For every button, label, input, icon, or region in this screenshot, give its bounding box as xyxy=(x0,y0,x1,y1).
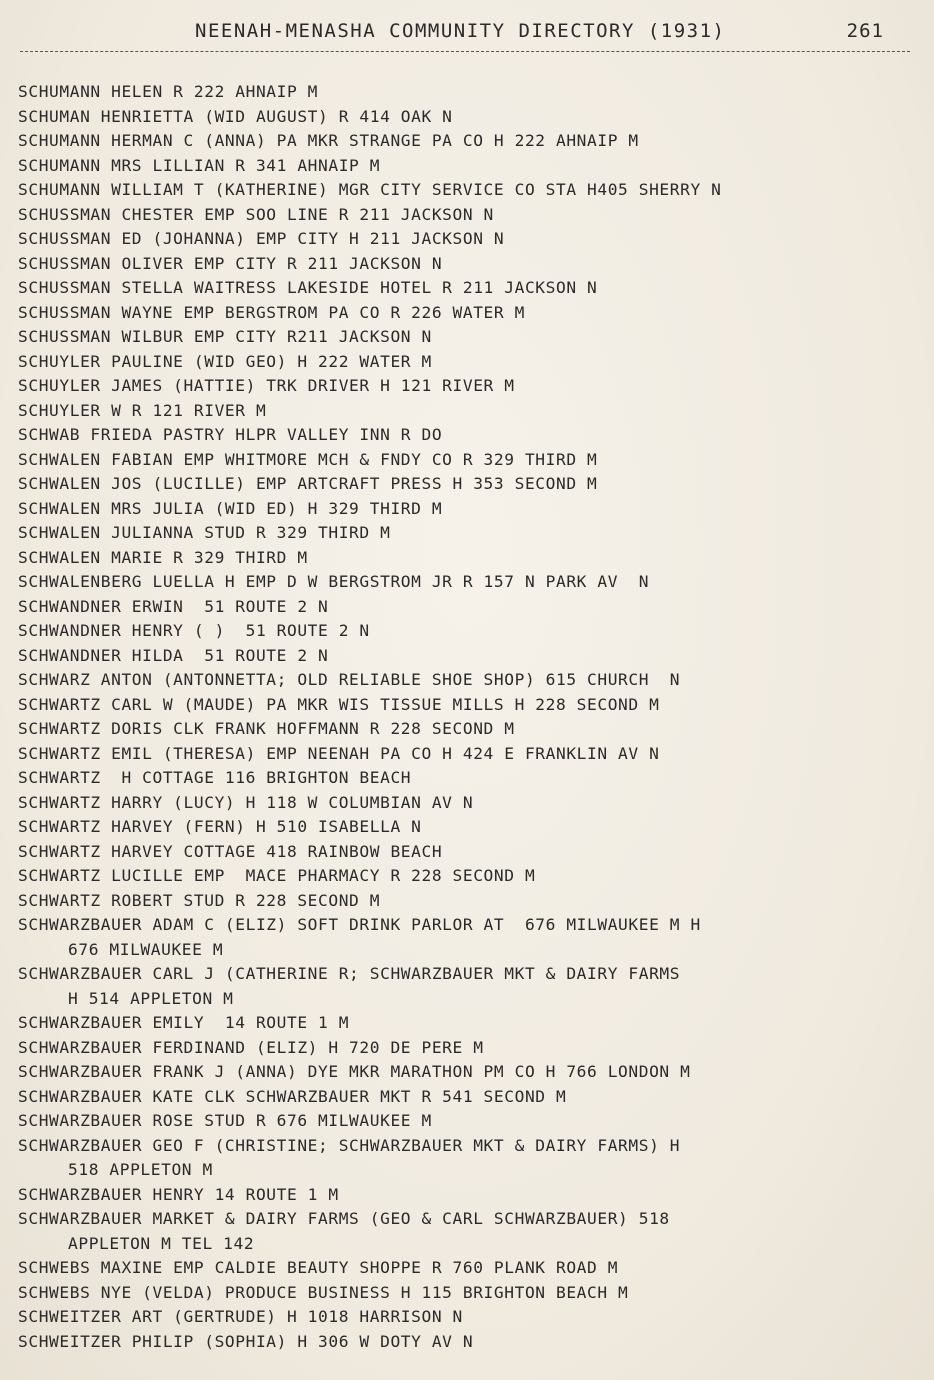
directory-entry: SCHWALEN MRS JULIA (WID ED) H 329 THIRD M xyxy=(18,498,443,518)
directory-entry: SCHWARTZ HARRY (LUCY) H 118 W COLUMBIAN AV N xyxy=(18,792,474,812)
directory-entry: SCHUSSMAN ED (JOHANNA) EMP CITY H 211 JACKSON N xyxy=(18,229,505,248)
directory-entry: SCHWALEN JOS (LUCILLE) EMP ARTCRAFT PRESS H 353 SECOND M xyxy=(18,474,598,493)
directory-entry: SCHWARZBAUER ADAM C (ELIZ) SOFT DRINK PARLOR AT 676 MILWAUKEE M H xyxy=(18,915,701,934)
directory-entry: SCHWARZBAUER KATE CLK SCHWARZBAUER MKT R 541 SECOND M xyxy=(18,1086,567,1106)
header-rule xyxy=(20,51,910,52)
directory-entries xyxy=(18,80,918,1354)
directory-entry: SCHWARTZ DORIS CLK FRANK HOFFMANN R 228 SECOND M xyxy=(18,719,515,738)
directory-entry: SCHWEBS MAXINE EMP CALDIE BEAUTY SHOPPE R 760 PLANK ROAD M xyxy=(18,1258,619,1277)
directory-entry-continuation: 518 APPLETON M xyxy=(68,1160,213,1179)
directory-entry: SCHUYLER W R 121 RIVER M xyxy=(18,400,267,420)
directory-entry-continuation: APPLETON M TEL 142 xyxy=(68,1233,255,1253)
directory-entry: SCHUMANN MRS LILLIAN R 341 AHNAIP M xyxy=(18,155,381,175)
directory-entry: SCHUYLER PAULINE (WID GEO) H 222 WATER M xyxy=(18,351,432,371)
directory-entry: SCHWARZBAUER FERDINAND (ELIZ) H 720 DE PERE M xyxy=(18,1037,484,1057)
directory-entry: SCHWALENBERG LUELLA H EMP D W BERGSTROM JR R 157 N PARK AV N xyxy=(18,572,650,591)
directory-entry: SCHUSSMAN CHESTER EMP SOO LINE R 211 JACKSON N xyxy=(18,204,494,224)
directory-entry: SCHUSSMAN WILBUR EMP CITY R211 JACKSON N xyxy=(18,327,432,346)
directory-entry: SCHWARTZ HARVEY COTTAGE 418 RAINBOW BEACH xyxy=(18,841,443,861)
directory-entry: SCHWARTZ H COTTAGE 116 BRIGHTON BEACH xyxy=(18,768,412,787)
directory-entry: SCHWARTZ HARVEY (FERN) H 510 ISABELLA N xyxy=(18,817,422,836)
directory-entry: SCHWANDNER ERWIN 51 ROUTE 2 N xyxy=(18,596,329,616)
directory-entry: SCHUSSMAN OLIVER EMP CITY R 211 JACKSON N xyxy=(18,253,443,273)
directory-entry: SCHUYLER JAMES (HATTIE) TRK DRIVER H 121 RIVER M xyxy=(18,376,515,395)
directory-entry: SCHUSSMAN STELLA WAITRESS LAKESIDE HOTEL R 211 JACKSON N xyxy=(18,278,598,297)
directory-entry: SCHUMANN HERMAN C (ANNA) PA MKR STRANGE PA CO H 222 AHNAIP M xyxy=(18,131,639,150)
directory-entry: SCHWAB FRIEDA PASTRY HLPR VALLEY INN R DO xyxy=(18,425,443,444)
directory-entry: SCHUSSMAN WAYNE EMP BERGSTROM PA CO R 226 WATER M xyxy=(18,302,525,322)
directory-entry: SCHWARTZ LUCILLE EMP MACE PHARMACY R 228 SECOND M xyxy=(18,866,536,885)
directory-entry: SCHWARZBAUER FRANK J (ANNA) DYE MKR MARATHON PM CO H 766 LONDON M xyxy=(18,1062,691,1081)
directory-entry: SCHWARZBAUER EMILY 14 ROUTE 1 M xyxy=(18,1013,350,1032)
directory-entry: SCHWALEN MARIE R 329 THIRD M xyxy=(18,547,308,567)
directory-entry: SCHWALEN JULIANNA STUD R 329 THIRD M xyxy=(18,523,391,542)
directory-entry: SCHUMANN HELEN R 222 AHNAIP M xyxy=(18,82,319,101)
directory-entry: SCHWARZBAUER MARKET & DAIRY FARMS (GEO & CARL SCHWARZBAUER) 518 xyxy=(18,1209,670,1228)
directory-entry: SCHWARZBAUER GEO F (CHRISTINE; SCHWARZBAUER MKT & DAIRY FARMS) H xyxy=(18,1135,681,1155)
directory-entry: SCHWANDNER HILDA 51 ROUTE 2 N xyxy=(18,645,329,665)
directory-entry: SCHWEITZER ART (GERTRUDE) H 1018 HARRISON N xyxy=(18,1307,463,1326)
directory-entry: SCHWARTZ ROBERT STUD R 228 SECOND M xyxy=(18,890,381,910)
directory-entry-continuation: H 514 APPLETON M xyxy=(68,988,234,1008)
directory-entry: SCHWEBS NYE (VELDA) PRODUCE BUSINESS H 115 BRIGHTON BEACH M xyxy=(18,1282,629,1302)
directory-title: NEENAH-MENASHA COMMUNITY DIRECTORY (1931) xyxy=(195,20,726,42)
page-number: 261 xyxy=(846,20,884,42)
directory-entry-continuation: 676 MILWAUKEE M xyxy=(68,939,224,959)
directory-entry: SCHWARZBAUER CARL J (CATHERINE R; SCHWARZBAUER MKT & DAIRY FARMS xyxy=(18,964,681,983)
directory-entry: SCHWALEN FABIAN EMP WHITMORE MCH & FNDY CO R 329 THIRD M xyxy=(18,449,598,469)
directory-entry: SCHUMAN HENRIETTA (WID AUGUST) R 414 OAK N xyxy=(18,106,453,126)
directory-entry: SCHWANDNER HENRY ( ) 51 ROUTE 2 N xyxy=(18,621,370,640)
directory-entry: SCHUMANN WILLIAM T (KATHERINE) MGR CITY SERVICE CO STA H405 SHERRY N xyxy=(18,180,722,199)
directory-entry: SCHWARZBAUER ROSE STUD R 676 MILWAUKEE M xyxy=(18,1111,432,1130)
directory-entry: SCHWARTZ CARL W (MAUDE) PA MKR WIS TISSUE MILLS H 228 SECOND M xyxy=(18,694,660,714)
directory-entry: SCHWARZBAUER HENRY 14 ROUTE 1 M xyxy=(18,1184,339,1204)
page-header xyxy=(20,18,914,48)
directory-entry: SCHWARTZ EMIL (THERESA) EMP NEENAH PA CO H 424 E FRANKLIN AV N xyxy=(18,743,660,763)
directory-entry: SCHWEITZER PHILIP (SOPHIA) H 306 W DOTY AV N xyxy=(18,1331,474,1351)
directory-entry: SCHWARZ ANTON (ANTONNETTA; OLD RELIABLE SHOE SHOP) 615 CHURCH N xyxy=(18,670,681,689)
